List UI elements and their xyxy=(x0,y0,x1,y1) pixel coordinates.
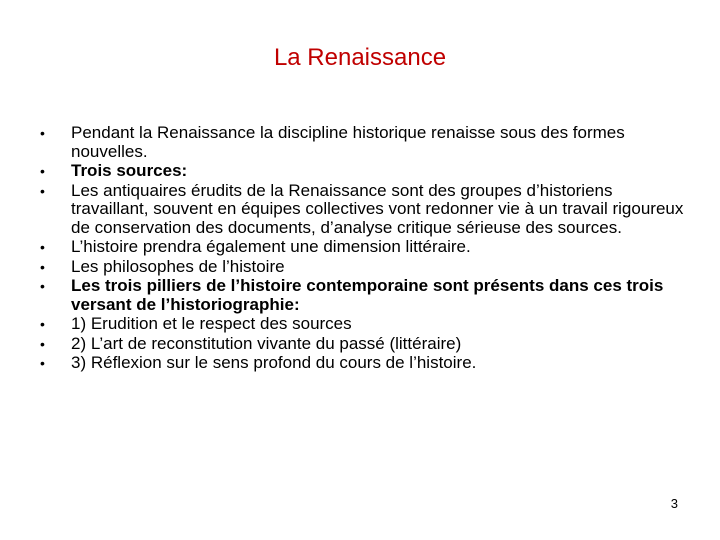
bullet-dot: • xyxy=(40,125,45,141)
bullet-dot: • xyxy=(40,316,45,332)
bullet-item xyxy=(40,238,690,257)
page-number: 3 xyxy=(670,496,678,511)
bullet-dot: • xyxy=(40,239,45,255)
bullet-item xyxy=(40,124,690,161)
bullet-text: 2) L’art de reconstitution vivante du passé (littéraire) xyxy=(71,333,462,353)
bullet-text: 1) Erudition et le respect des sources xyxy=(71,314,352,333)
bullet-item xyxy=(40,315,690,334)
bullet-item xyxy=(40,335,690,354)
bullet-text: 3) Réflexion sur le sens profond du cours de l’histoire. xyxy=(71,353,477,372)
bullet-dot: • xyxy=(40,163,45,179)
bullet-text: Les philosophes de l’histoire xyxy=(71,256,285,276)
bullet-item xyxy=(40,162,690,181)
bullet-list xyxy=(40,124,690,374)
bullet-text: Trois sources: xyxy=(71,161,188,180)
bullet-text: L’histoire prendra également une dimension littéraire. xyxy=(71,237,471,256)
bullet-item xyxy=(40,258,690,277)
bullet-text: Les antiquaires érudits de la Renaissance sont des groupes d’historiens travaillant, souvent en équipes collectives vont redonner vie à un travail rigoureux de conservation des documents, d’analyse critique sérieuse des sources. xyxy=(71,180,684,237)
bullet-text: Pendant la Renaissance la discipline historique renaisse sous des formes nouvelles. xyxy=(71,123,625,161)
slide-title: La Renaissance xyxy=(273,44,447,71)
bullet-dot: • xyxy=(40,182,45,199)
bullet-item xyxy=(40,182,690,238)
bullet-dot: • xyxy=(40,278,45,294)
bullet-text: Les trois pilliers de l’histoire contemporaine sont présents dans ces trois versant de l’historiographie: xyxy=(71,276,664,314)
bullet-dot: • xyxy=(40,355,45,371)
bullet-dot: • xyxy=(40,335,45,352)
bullet-item xyxy=(40,354,690,373)
bullet-dot: • xyxy=(40,258,45,275)
bullet-item xyxy=(40,277,690,314)
